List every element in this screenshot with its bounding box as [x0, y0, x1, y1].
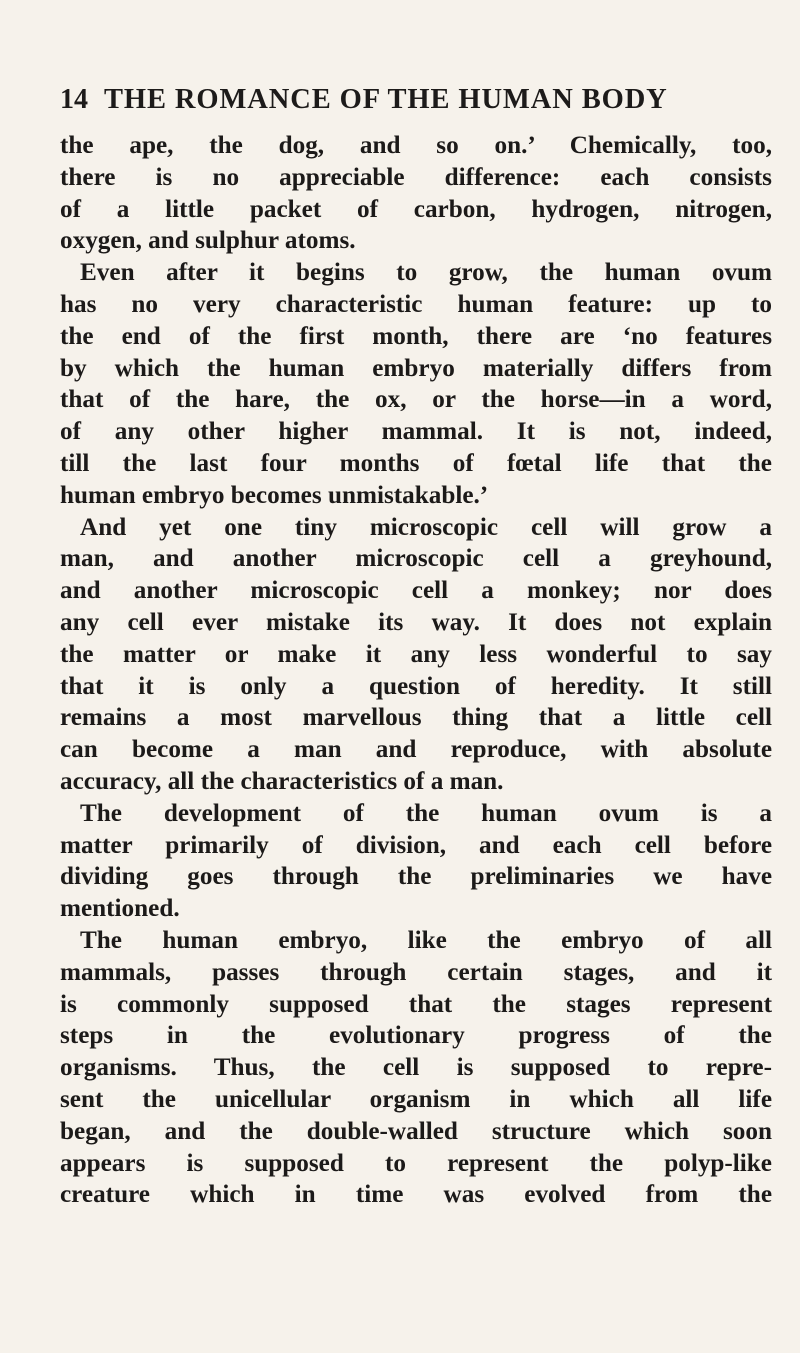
text-line: the matter or make it any less wonderful to say: [60, 640, 772, 668]
text-line: that it is only a question of heredity. It still: [60, 672, 772, 700]
text-line: till the last four months of fœtal life that the: [60, 449, 772, 477]
text-line: mammals, passes through certain stages, and it: [60, 958, 772, 986]
text-line: The development of the human ovum is a: [80, 799, 772, 827]
text-line: matter primarily of division, and each cell before: [60, 831, 772, 859]
text-line: dividing goes through the preliminaries we have: [60, 863, 772, 891]
text-line: began, and the double-walled structure which soon: [60, 1117, 772, 1145]
text-line: remains a most marvellous thing that a little cell: [60, 704, 772, 732]
text-line: oxygen, and sulphur atoms.: [60, 227, 356, 255]
running-title: THE ROMANCE OF THE HUMAN BODY: [104, 84, 668, 115]
text-line: there is no appreciable difference: each consists: [60, 163, 772, 191]
page-header: [60, 84, 774, 116]
text-line: creature which in time was evolved from the: [60, 1181, 772, 1209]
text-line: any cell ever mistake its way. It does not explain: [60, 608, 772, 636]
text-line: can become a man and reproduce, with absolute: [60, 736, 772, 764]
text-line: human embryo becomes unmistakable.’: [60, 481, 489, 509]
text-line: the end of the first month, there are ‘no features: [60, 322, 772, 350]
text-line: And yet one tiny microscopic cell will grow a: [80, 513, 772, 541]
body-text: [60, 130, 772, 1211]
text-line: and another microscopic cell a monkey; nor does: [60, 577, 772, 605]
text-line: by which the human embryo materially differs from: [60, 354, 772, 382]
text-line: organisms. Thus, the cell is supposed to repre-: [60, 1054, 772, 1082]
text-line: steps in the evolutionary progress of the: [60, 1022, 772, 1050]
text-line: man, and another microscopic cell a greyhound,: [60, 545, 772, 573]
text-line: is commonly supposed that the stages represent: [60, 990, 772, 1018]
text-line: appears is supposed to represent the polyp-like: [60, 1149, 772, 1177]
text-line: sent the unicellular organism in which all life: [60, 1085, 772, 1113]
text-line: the ape, the dog, and so on.’ Chemically, too,: [60, 132, 772, 159]
text-line: of a little packet of carbon, hydrogen, nitrogen,: [60, 195, 772, 223]
page-number: 14: [60, 84, 88, 115]
text-line: has no very characteristic human feature: up to: [60, 290, 772, 318]
text-line: The human embryo, like the embryo of all: [80, 926, 772, 954]
text-line: of any other higher mammal. It is not, indeed,: [60, 418, 772, 446]
text-line: mentioned.: [60, 895, 180, 923]
text-line: accuracy, all the characteristics of a man.: [60, 767, 504, 795]
text-line: Even after it begins to grow, the human ovum: [80, 259, 772, 287]
text-line: that of the hare, the ox, or the horse—in a word,: [60, 386, 772, 414]
